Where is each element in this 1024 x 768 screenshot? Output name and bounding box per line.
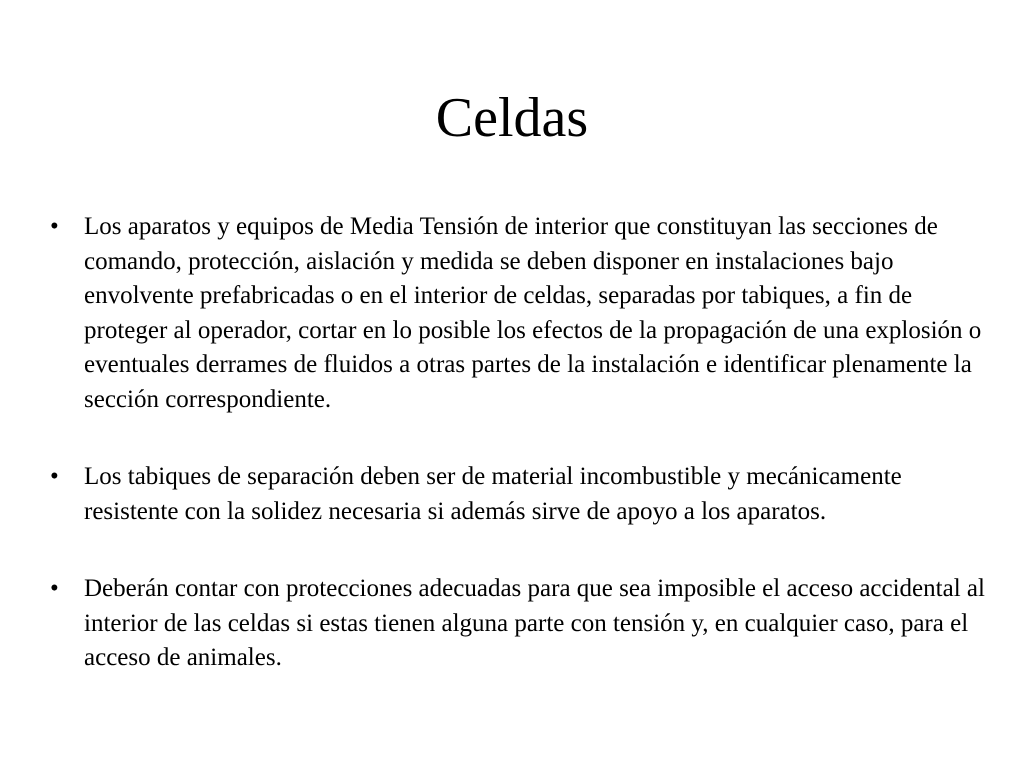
slide-title: Celdas [435,87,589,149]
bullet-icon: • [50,575,59,602]
bullet-item-2 [50,460,985,529]
bullet-text: Los aparatos y equipos de Media Tensión de interior que constituyan las secciones de comando, protección, aislación y medida se deben disponer en instalaciones bajo envolvente prefabricadas o en el interior de celdas, separadas por tabiques, a fin de proteger al operador, cortar en lo posible los efectos de la propagación de una explosión o eventuales derrames de fluidos a otras partes de la instalación e identificar plenamente la sección correspondiente. [84,213,982,413]
bullet-list [50,210,985,676]
bullet-text: Deberán contar con protecciones adecuadas para que sea imposible el acceso accidental al interior de las celdas si estas tienen alguna parte con tensión y, en cualquier caso, para el acceso de animales. [84,575,985,671]
bullet-text: Los tabiques de separación deben ser de material incombustible y mecánicamente resistente con la solidez necesaria si además sirve de apoyo a los aparatos. [84,463,902,525]
bullet-item-3 [50,572,985,676]
bullet-item-1 [50,210,985,417]
bullet-icon: • [50,213,59,240]
bullet-icon: • [50,463,59,490]
